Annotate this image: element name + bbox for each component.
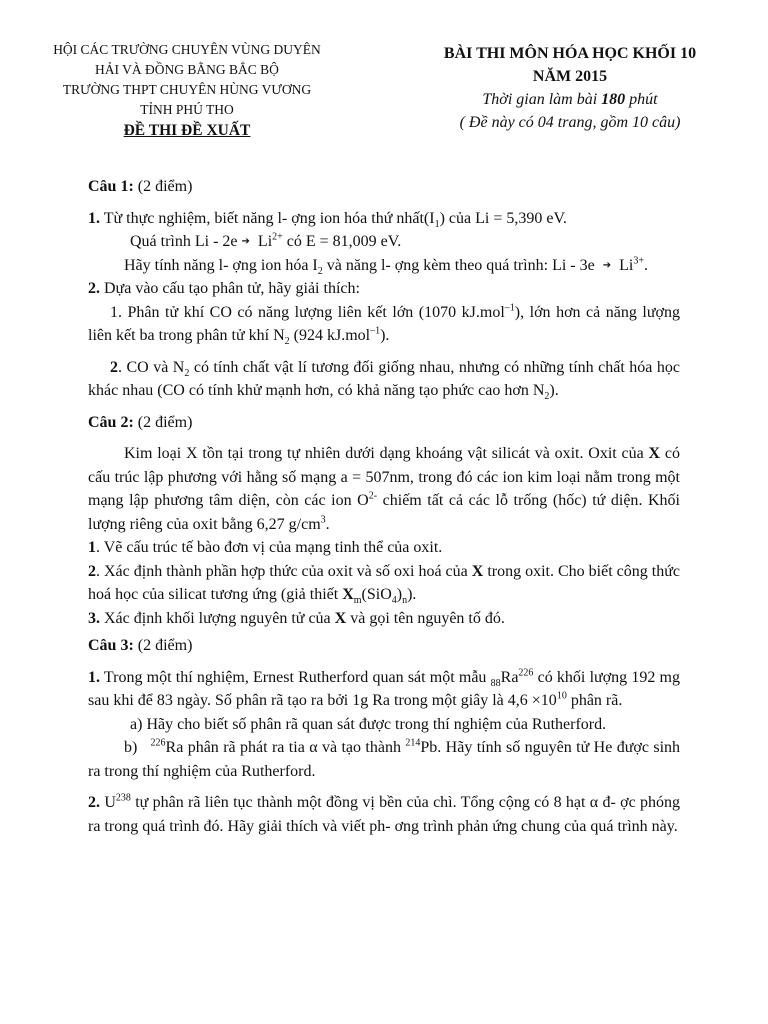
q1-task: Hãy tính năng l- ợng ion hóa $I_2$ và năng l- ợng kèm theo quá trình: Li - 3e ➔ $Li^{3+}$. [124,255,648,277]
org-line-1: HỘI CÁC TRƯỜNG CHUYÊN VÙNG DUYÊN [53,42,321,57]
q2-part3: 3. Xác định khối lượng nguyên tử của X và gọi tên nguyên tố đó. [88,609,505,627]
q3-part1: 1. Trong một thí nghiệm, Ernest Rutherford quan sát một mẫu $_{88}Ra^{226}$ có khối lượng 192 mg sau khi để 83 ngày. Số phân rã tạo ra bởi 1g Ra trong một giây là $4,6 \times 10^{10}$ phân rã. [88,667,680,709]
q2-intro: Kim loại X tồn tại trong tự nhiên dưới dạng khoáng vật silicát và oxit. Oxit của X có cấu trúc lập phương với hằng số mạng a = 507nm, trong đó các ion kim loại nằm trong một mạng lập phương tâm diện, còn các ion $O^{2-}$ chiếm tất cả các lỗ trống (hốc) tứ diện. Khối lượng riêng của oxit bằng 6,27 $g/cm^3$. [88,445,681,533]
exam-pages-note: ( Đề này có 04 trang, gồm 10 câu) [459,114,681,131]
question-1-heading: Câu 1: (2 điểm) [88,178,193,195]
exam-year: NĂM 2015 [532,68,608,85]
q3-part1-a: a) Hãy cho biết số phân rã quan sát được trong thí nghiệm của Rutherford. [130,715,607,733]
exam-header [390,42,750,134]
exam-duration: Thời gian làm bài 180 phút [482,91,658,108]
exam-title: BÀI THI MÔN HÓA HỌC KHỐI 10 [443,45,697,62]
q1-process: Quá trình Li - 2e ➔ $Li^{2+}$ có E = 81,009 eV. [130,231,402,250]
q3-part1-b: b) $^{226}$Ra phân rã phát ra tia α và tạo thành $^{214}$Pb. Hãy tính số nguyên tử He được sinh ra trong thí nghiệm của Rutherford. [88,737,681,780]
org-line-2: HẢI VÀ ĐỒNG BẰNG BẮC BỘ [95,62,279,77]
q1-part2: 2. Dựa vào cấu tạo phân tử, hãy giải thích: [88,280,360,297]
question-3-heading: Câu 3: (2 điểm) [88,637,193,654]
org-line-4: TỈNH PHÚ THO [140,102,234,117]
org-line-3: TRƯỜNG THPT CHUYÊN HÙNG VƯƠNG [62,82,312,97]
q1-part2-item1: 1. Phân tử khí CO có năng lượng liên kết lớn (1070 kJ.mol$^{-1}$), lớn hơn cả năng lượng liên kết ba trong phân tử khí $N_2$ (924 kJ.mol$^{-1}$). [88,302,680,348]
q1-part1: 1. Từ thực nghiệm, biết năng l- ợng ion hóa thứ $nhất(I_1)$ của Li = 5,390 eV. [88,209,567,230]
q1-part2-item2: 2. CO và $N_2$ có tính chất vật lí tương đối giống nhau, nhưng có những tính chất hóa học khác nhau (CO có tính khử mạnh hơn, có khả năng tạo phức cao hơn $N_2$). [88,358,680,403]
proposed-exam-title: ĐỀ THI ĐỀ XUẤT [123,122,251,139]
exam-content [88,175,680,838]
arrow-icon: ➔ [241,236,250,247]
arrow-icon: ➔ [602,259,612,271]
organization-header [22,40,352,141]
q2-part2: 2. Xác định thành phần hợp thức của oxit và số oxi hoá của X trong oxit. Cho biết công thức hoá học của silicat tương ứng (giả thiết $X_m(SiO_4)_n$). [88,562,680,607]
q3-part2: 2. $U^{238}$ tự phân rã liên tục thành một đồng vị bền của chì. Tổng cộng có 8 hạt α đ- ợc phóng ra trong quá trình đó. Hãy giải thích và viết ph- ơng trình phản ứng chung của quá trình này. [88,792,680,835]
question-2-heading: Câu 2: (2 điểm) [88,413,193,431]
q2-part1: 1. Vẽ cấu trúc tế bào đơn vị của mạng tinh thể của oxit. [88,539,443,556]
